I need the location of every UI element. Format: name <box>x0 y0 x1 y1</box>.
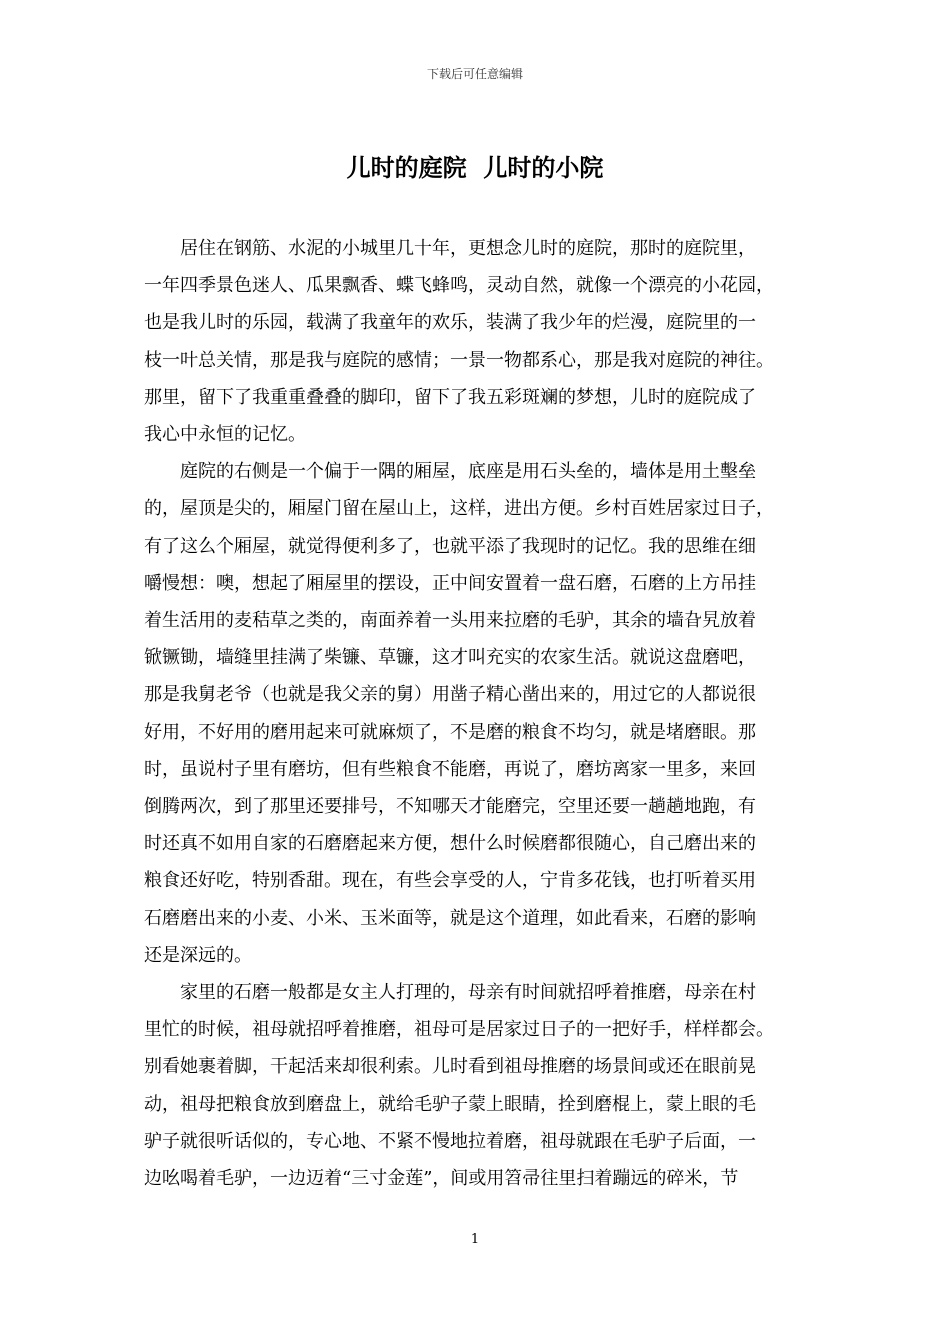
text-line: 那里，留下了我重重叠叠的脚印，留下了我五彩斑斓的梦想，儿时的庭院成了 <box>144 386 756 408</box>
text-line: 驴子就很听话似的，专心地、不紧不慢地拉着磨，祖母就跟在毛驴子后面，一 <box>144 1130 756 1152</box>
paragraph-2 <box>144 453 820 974</box>
text-line: 也是我儿时的乐园，载满了我童年的欢乐，装满了我少年的烂漫，庭院里的一 <box>144 312 756 334</box>
text-line: 嚼慢想：噢，想起了厢屋里的摆设，正中间安置着一盘石磨，石磨的上方吊挂 <box>144 572 756 594</box>
text-line: 庭院的右侧是一个偏于一隅的厢屋，底座是用石头垒的，墙体是用土墼垒 <box>180 461 756 483</box>
text-line: 那是我舅老爷（也就是我父亲的舅）用凿子精心凿出来的，用过它的人都说很 <box>144 684 756 706</box>
text-line: 时还真不如用自家的石磨磨起来方便，想什么时候磨都很随心，自己磨出来的 <box>144 833 756 855</box>
paragraph-3 <box>144 974 820 1197</box>
text-line: 有了这么个厢屋，就觉得便利多了，也就平添了我现时的记忆。我的思维在细 <box>144 535 756 557</box>
text-line: 边吆喝着毛驴，一边迈着“三寸金莲”，间或用笤帚往里扫着蹦远的碎米，节 <box>144 1168 739 1190</box>
text-line: 里忙的时候，祖母就招呼着推磨，祖母可是居家过日子的一把好手，样样都会。 <box>144 1019 774 1041</box>
text-line: 时，虽说村子里有磨坊，但有些粮食不能磨，再说了，磨坊离家一里多，来回 <box>144 758 756 780</box>
text-line: 粮食还好吃，特别香甜。现在，有些会享受的人，宁肯多花钱，也打听着买用 <box>144 870 756 892</box>
paragraph-1 <box>144 230 820 453</box>
text-line: 一年四季景色迷人、瓜果飘香、蝶飞蜂鸣，灵动自然，就像一个漂亮的小花园， <box>144 275 774 297</box>
text-line: 倒腾两次，到了那里还要排号，不知哪天才能磨完，空里还要一趟趟地跑，有 <box>144 796 756 818</box>
text-line: 家里的石磨一般都是女主人打理的，母亲有时间就招呼着推磨，母亲在村 <box>180 982 756 1004</box>
text-line: 还是深远的。 <box>144 944 252 966</box>
text-line: 好用，不好用的磨用起来可就麻烦了，不是磨的粮食不均匀，就是堵磨眼。那 <box>144 721 756 743</box>
document-title: 儿时的庭院 儿时的小院 <box>346 153 604 182</box>
text-line: 居住在钢筋、水泥的小城里几十年，更想念儿时的庭院，那时的庭院里， <box>180 238 756 259</box>
text-line: 枝一叶总关情，那是我与庭院的感情；一景一物都系心，那是我对庭院的神往。 <box>144 349 774 371</box>
text-line: 着生活用的麦秸草之类的，南面养着一头用来拉磨的毛驴，其余的墙旮旯放着 <box>144 610 756 632</box>
text-line: 别看她裹着脚，干起活来却很利索。儿时看到祖母推磨的场景间或还在眼前晃 <box>144 1056 756 1078</box>
header-note: 下载后可任意编辑 <box>426 67 523 81</box>
document-body <box>144 230 820 1197</box>
text-line: 我心中永恒的记忆。 <box>144 424 306 446</box>
text-line: 锨镢锄，墙缝里挂满了柴镰、草镰，这才叫充实的农家生活。就说这盘磨吧， <box>144 647 756 669</box>
text-line: 动，祖母把粮食放到磨盘上，就给毛驴子蒙上眼睛，拴到磨棍上，蒙上眼的毛 <box>144 1093 756 1115</box>
text-line: 的，屋顶是尖的，厢屋门留在屋山上，这样，进出方便。乡村百姓居家过日子， <box>144 498 774 520</box>
text-line: 石磨磨出来的小麦、小米、玉米面等，就是这个道理，如此看来，石磨的影响 <box>144 907 756 929</box>
page-number: 1 <box>470 1232 480 1247</box>
